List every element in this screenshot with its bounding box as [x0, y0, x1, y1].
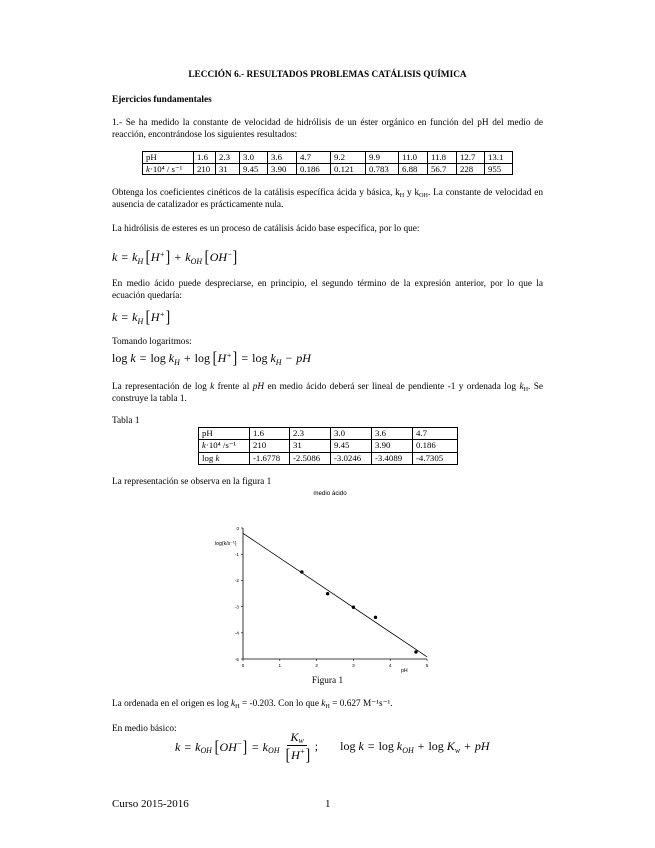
eq-subscript-oh: OH [268, 746, 280, 756]
table-cell: 31 [290, 440, 331, 452]
eq-superscript-plus: + [159, 249, 165, 259]
table-row-k [199, 440, 458, 452]
table-cell: 31 [216, 163, 240, 175]
eq-bracket-right: ] [232, 348, 237, 367]
eq-semicolon: ; [314, 739, 319, 753]
equation-basic-left [175, 736, 279, 757]
eq-log: log [150, 351, 166, 365]
eq-symbol-koh: k [185, 250, 191, 264]
row-label-k [199, 440, 250, 452]
eq-bracket-right: ] [232, 247, 238, 266]
problem-statement: 1.- Se ha medido la constante de velocidad de hidrólisis de un éster orgánico en función del pH del medio de reacción, encontrándose los siguientes resultados: [112, 118, 543, 140]
eq-log: log [194, 351, 210, 365]
eq-symbol-oh: OH [219, 739, 237, 754]
eq-symbol-kw: K [446, 739, 455, 753]
eq-log: log [112, 351, 128, 365]
eq-operator-plus: + [174, 250, 182, 264]
table-cell: 4.7 [413, 428, 458, 440]
eq-symbol-kh: k [270, 351, 276, 365]
eq-operator-equals: = [241, 351, 249, 365]
table-cell: 210 [194, 163, 216, 175]
question-text-c: . La constante de velocidad en ausencia de catalizador es prácticamente nula. [112, 188, 543, 210]
plot-paragraph [112, 381, 543, 405]
eq-bracket-left: [ [145, 247, 151, 266]
eq-symbol-kw: K [290, 729, 299, 744]
y-tick-label: -3 [234, 604, 239, 610]
eq-symbol-k: k [358, 739, 364, 753]
eq-log: log [428, 739, 444, 753]
y-tick-label: -1 [234, 552, 239, 557]
eq-bracket-left: [ [212, 348, 218, 367]
eq-bracket-left: [ [214, 736, 219, 756]
eq-bracket-right: ] [305, 744, 311, 764]
table-cell: -2.5086 [290, 452, 331, 464]
eq-symbol-h: H [217, 351, 227, 365]
table-row-logk [199, 452, 458, 464]
table-cell: -1.6778 [250, 452, 290, 464]
eq-superscript-plus: + [159, 309, 165, 319]
equation-basic [175, 727, 490, 765]
plot-text-c: en medio ácido deberá ser lineal de pendiente -1 y ordenada log [264, 382, 520, 392]
eq-symbol-koh: k [262, 739, 268, 754]
table-caption: Tabla 1 [112, 416, 140, 426]
plot-text-a: La representación de log [112, 382, 211, 392]
question-sub-oh: OH [419, 193, 428, 200]
fraction-numerator [287, 730, 306, 746]
y-tick-label: -5 [234, 656, 239, 662]
equation-log [112, 347, 543, 368]
row-label-k-units: ·10⁴ /s⁻¹ [205, 440, 237, 451]
eq-operator-equals: = [251, 739, 259, 754]
eq-symbol-kh: k [132, 250, 138, 264]
eq-operator-equals: = [367, 739, 375, 753]
eq-superscript-minus: − [227, 249, 233, 259]
eq-symbol-koh: k [195, 739, 201, 754]
x-tick-label: 3 [352, 663, 355, 668]
result-text-a: La ordenada en el origen es log [112, 699, 232, 709]
x-tick-label: 4 [388, 663, 392, 668]
eq-superscript-minus: − [236, 739, 243, 749]
chart-medio-acido [200, 484, 440, 676]
table-cell: 0.121 [331, 163, 366, 175]
eq-symbol-ph: pH [296, 351, 311, 365]
table-cell: 9.45 [331, 440, 372, 452]
eq-bracket-left: [ [204, 247, 210, 266]
figure-caption: Figura 1 [311, 676, 344, 686]
eq-subscript-h: H [137, 316, 144, 326]
plot-text-kh: k [519, 382, 524, 392]
eq-symbol-h: H [150, 310, 160, 324]
question-text-b: y k [404, 188, 420, 198]
eq-symbol-kh: k [168, 351, 175, 365]
plot-text-k: k [210, 382, 215, 392]
eq-operator-equals: = [121, 310, 129, 324]
log-intro: Tomando logaritmos: [112, 337, 192, 347]
hydrolysis-paragraph: La hidrólisis de esteres es un proceso de catálisis ácido base específica, por lo que: [112, 224, 420, 234]
question-sub-h: H [399, 193, 405, 200]
row-label-k [143, 163, 194, 175]
table-cell: 3.90 [372, 440, 413, 452]
table-cell: -4.7305 [413, 452, 458, 464]
eq-operator-equals: = [184, 739, 192, 754]
table-cell: 3.0 [331, 428, 372, 440]
table-cell: 1.6 [250, 428, 290, 440]
footer-page-number: 1 [325, 798, 331, 810]
basic-medium-intro: En medio básico: [112, 724, 177, 734]
question-text-a: Obtenga los coeficientes cinéticos de la catálisis específica ácida y básica, k [112, 188, 400, 198]
question-paragraph [112, 187, 543, 211]
result-text-b: = -0.203. Con lo que [239, 699, 322, 709]
table-cell: 3.0 [240, 152, 268, 164]
result-paragraph [112, 698, 543, 710]
table-cell: 228 [457, 163, 485, 175]
eq-symbol-k: k [175, 739, 181, 754]
fraction-denominator [282, 746, 311, 763]
table-cell: 9.2 [331, 152, 366, 164]
data-point [352, 606, 355, 609]
data-point [326, 592, 329, 595]
y-tick-label: -4 [234, 630, 239, 636]
result-sub-h: H [235, 704, 240, 711]
row-label-log: log [202, 452, 216, 463]
eq-superscript-plus: + [299, 747, 306, 757]
row-label-logk-var: k [215, 452, 220, 463]
eq-bracket-left: [ [285, 744, 291, 764]
row-label-ph: pH [199, 428, 250, 440]
eq-symbol-ph: pH [474, 739, 490, 753]
table-cell: 0.186 [413, 440, 458, 452]
chart-marks [235, 526, 429, 668]
eq-operator-equals: = [139, 351, 147, 365]
eq-log: log [252, 351, 268, 365]
row-label-ph: pH [143, 152, 194, 164]
row-label-k-var: k [146, 163, 150, 174]
data-table [142, 151, 513, 175]
equation-basic-log [340, 736, 489, 756]
x-tick-label: 5 [425, 663, 429, 668]
eq-bracket-right: ] [165, 247, 170, 266]
table-1 [198, 427, 458, 465]
eq-fraction-kw-over-h [282, 730, 311, 763]
eq-symbol-oh: OH [209, 250, 228, 264]
footer-course: Curso 2015-2016 [112, 798, 189, 810]
equation-acid [112, 306, 543, 327]
table-row-k [143, 163, 513, 175]
eq-operator-minus: − [285, 351, 293, 365]
data-point [300, 570, 303, 573]
result-text-kh: k [321, 699, 326, 709]
y-tick-label: 0 [236, 525, 239, 531]
table-cell: 3.90 [268, 163, 297, 175]
eq-bracket-left: [ [145, 307, 151, 326]
eq-symbol-kh: k [132, 310, 138, 324]
data-point [374, 616, 377, 619]
table-row-ph [199, 428, 458, 440]
table-cell: 56.7 [428, 163, 457, 175]
row-label-logk [199, 452, 250, 464]
eq-subscript-h: H [137, 256, 144, 266]
x-tick-label: 2 [315, 663, 318, 668]
eq-log: log [340, 739, 356, 753]
eq-operator-plus: + [183, 351, 191, 365]
equation-rate-law [112, 246, 543, 267]
table-cell: 12.7 [457, 152, 485, 164]
eq-bracket-right: ] [165, 307, 170, 326]
chart-y-axis-label: log(k/s⁻¹) [215, 541, 237, 547]
row-label-k-units: ·10⁴ / s⁻¹ [149, 163, 183, 174]
table-cell: 210 [250, 440, 290, 452]
table-cell: 1.6 [194, 152, 216, 164]
data-point [414, 650, 417, 653]
eq-subscript-h: H [275, 357, 282, 367]
eq-subscript-oh: OH [200, 746, 212, 756]
table-cell: 955 [485, 163, 513, 175]
table-cell: 11.8 [428, 152, 457, 164]
result-sub-h: H [325, 704, 330, 711]
x-tick-label: 0 [241, 663, 245, 668]
table-cell: 11.0 [399, 152, 428, 164]
x-tick-label: 1 [278, 663, 282, 668]
eq-subscript-w: w [298, 736, 304, 746]
acid-medium-paragraph: En medio ácido puede despreciarse, en principio, el segundo término de la expresión anterior, por lo que la ecuación quedaría: [112, 279, 543, 301]
table-cell: 13.1 [485, 152, 513, 164]
result-text-kh: k [231, 699, 236, 709]
eq-symbol-k: k [112, 250, 118, 264]
table-cell: 4.7 [297, 152, 331, 164]
table-cell: 9.9 [366, 152, 399, 164]
eq-subscript-oh: OH [402, 745, 414, 755]
page-title: LECCIÓN 6.- RESULTADOS PROBLEMAS CATÁLISIS QUÍMICA [188, 70, 467, 80]
plot-text-sub-h: H [523, 387, 529, 394]
figure-reference: La representación se observa en la figura 1 [112, 477, 272, 487]
section-heading: Ejercicios fundamentales [112, 95, 212, 105]
eq-symbol-koh: k [396, 739, 403, 753]
eq-subscript-oh: OH [190, 256, 203, 266]
eq-subscript-h: H [174, 357, 180, 367]
chart-title: medio ácido [313, 490, 347, 497]
table-cell: -3.0246 [331, 452, 372, 464]
eq-symbol-k: k [130, 351, 136, 365]
table-cell: 9.45 [240, 163, 268, 175]
plot-text-ph: pH [252, 382, 265, 392]
table-cell: 6.88 [399, 163, 428, 175]
table-cell: 2.3 [216, 152, 240, 164]
table-cell: 2.3 [290, 428, 331, 440]
table-row-ph [143, 152, 513, 164]
row-label-k-var: k [202, 440, 206, 451]
table-cell: 0.186 [297, 163, 331, 175]
table-cell: 3.6 [372, 428, 413, 440]
eq-subscript-w: w [454, 745, 461, 755]
eq-symbol-h: H [291, 747, 300, 762]
eq-superscript-plus: + [226, 350, 232, 360]
table-cell: 0.783 [366, 163, 399, 175]
table-cell: 3.6 [268, 152, 297, 164]
fit-line [243, 533, 427, 657]
eq-operator-plus: + [417, 739, 425, 753]
eq-symbol-k: k [112, 310, 118, 324]
eq-bracket-right: ] [242, 736, 248, 756]
y-tick-label: -2 [234, 578, 239, 584]
plot-text-d: . Se construye la tabla 1. [112, 382, 543, 404]
chart-x-axis-label: pH [401, 668, 408, 674]
plot-text-b: frente al [214, 382, 253, 392]
result-text-c: = 0.627 M⁻¹s⁻¹. [329, 699, 393, 709]
eq-symbol-h: H [150, 250, 160, 264]
eq-operator-plus: + [464, 739, 471, 753]
eq-log: log [378, 739, 394, 753]
eq-operator-equals: = [121, 250, 129, 264]
table-cell: -3.4089 [372, 452, 413, 464]
